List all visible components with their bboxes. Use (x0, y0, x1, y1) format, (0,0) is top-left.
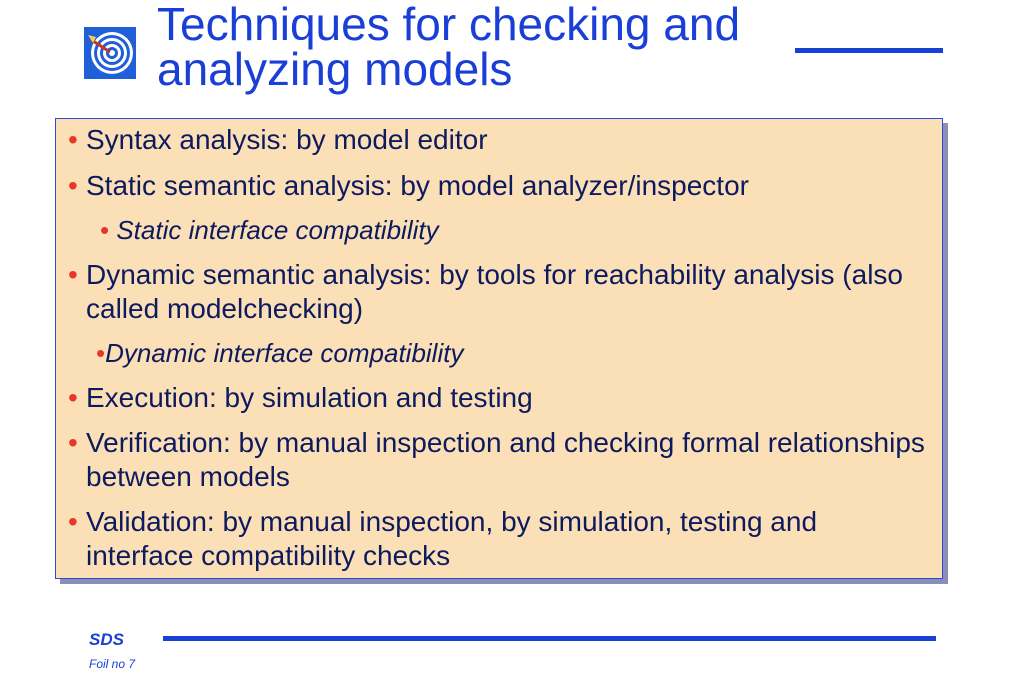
bullet-item (68, 258, 932, 326)
bullet-dot: • (68, 259, 78, 290)
bullet-dot: • (68, 506, 78, 537)
sub-bullet-text: Dynamic interface compatibility (105, 338, 464, 368)
target-logo-icon (84, 27, 136, 79)
slide-title: Techniques for checking and analyzing models (157, 0, 741, 95)
bullet-text: Execution: by simulation and testing (86, 382, 533, 413)
bullet-dot: • (68, 382, 78, 413)
bullet-text: Static semantic analysis: by model analyzer/inspector (86, 170, 749, 201)
footer-brand: SDS (89, 630, 124, 649)
bullet-dot: • (68, 427, 78, 458)
sub-bullet-item (96, 336, 932, 370)
bullet-text: Verification: by manual inspection and checking formal relationships between models (86, 427, 925, 492)
bullet-item (68, 381, 932, 415)
bullet-text: Syntax analysis: by model editor (86, 124, 488, 155)
bullet-dot: • (100, 215, 110, 245)
bullet-item (68, 123, 932, 157)
sub-bullet-item (100, 213, 932, 247)
content-box (55, 118, 943, 579)
title-underline (795, 48, 943, 53)
bullet-item (68, 426, 932, 494)
bullet-dot: • (68, 170, 78, 201)
bullet-item (68, 169, 932, 203)
bullet-text: Dynamic semantic analysis: by tools for reachability analysis (also called modelchecking) (86, 259, 903, 324)
sub-bullet-text: Static interface compatibility (116, 215, 439, 245)
bullet-dot: • (68, 124, 78, 155)
bullet-item (68, 505, 932, 573)
bullet-text: Validation: by manual inspection, by simulation, testing and interface compatibility checks (86, 506, 818, 571)
bullet-dot: • (96, 338, 106, 368)
footer-foil-number: Foil no 7 (89, 657, 136, 671)
footer-rule (163, 636, 936, 641)
